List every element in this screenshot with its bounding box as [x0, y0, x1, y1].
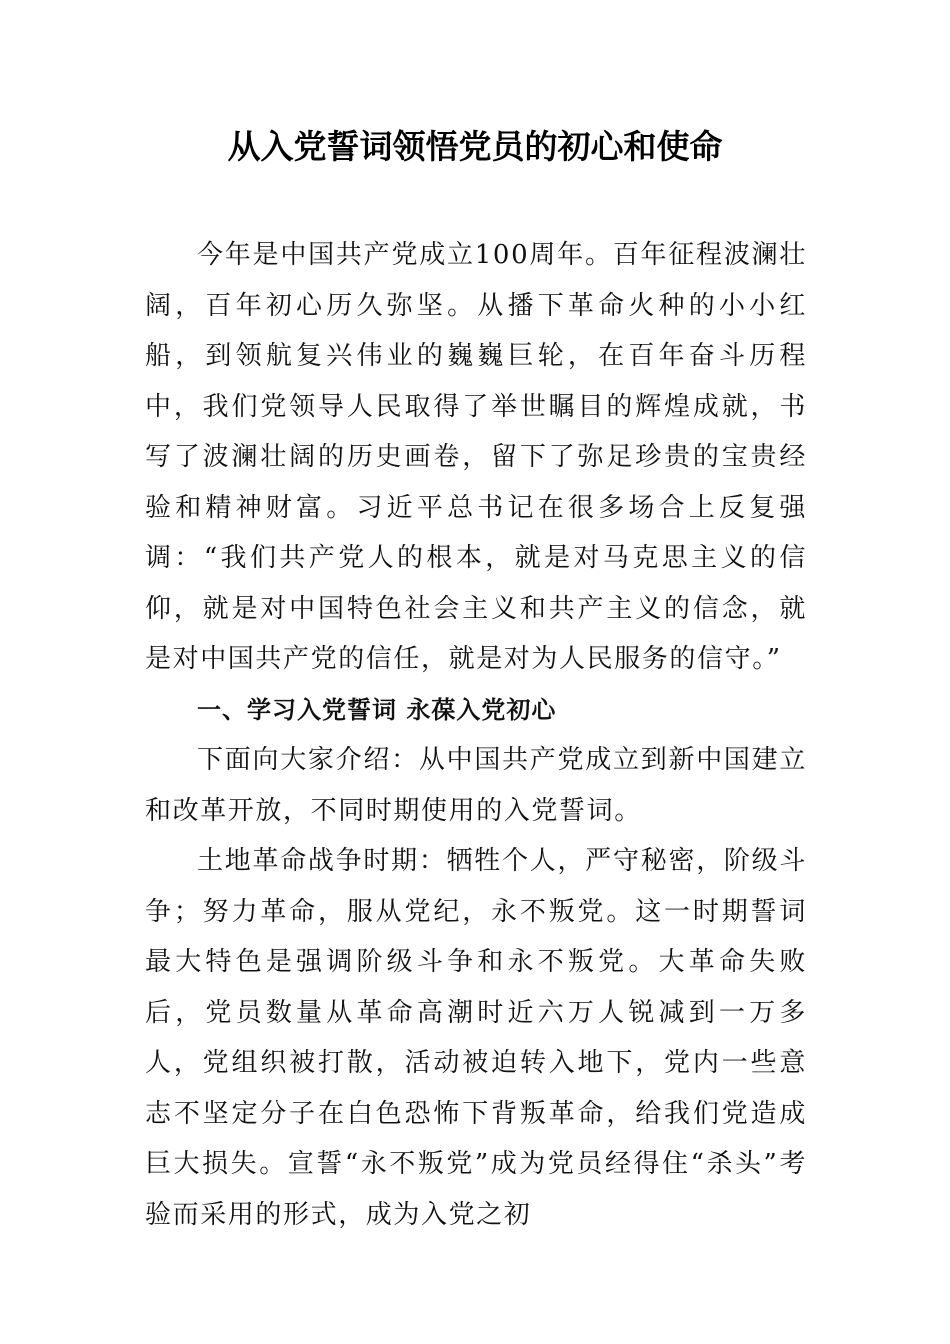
section-heading: 一、学习入党誓词 永葆入党初心 — [197, 695, 557, 724]
paragraph-introduction: 下面向大家介绍：从中国共产党成立到新中国建立和改革开放，不同时期使用的入党誓词。 — [145, 745, 807, 826]
document-title: 从入党誓词领悟党员的初心和使命 — [227, 127, 723, 166]
paragraph-land-revolution: 土地革命战争时期：牺牲个人，严守秘密，阶级斗争；努力革命，服从党纪，永不叛党。这一时期誓词最大特色是强调阶级斗争和永不叛党。大革命失败后，党员数量从革命高潮时近六万人锐减到一万多人，党组织被打散，活动被迫转入地下，党内一些意志不坚定分子在白色恐怖下背叛革命，给我们党造成巨大损失。宣誓“永不叛党”成为党员经得住“杀头”考验而采用的形式，成为入党之初 — [145, 846, 807, 1230]
paragraph-intro: 今年是中国共产党成立100周年。百年征程波澜壮阔，百年初心历久弥坚。从播下革命火种的小小红船，到领航复兴伟业的巍巍巨轮，在百年奋斗历程中，我们党领导人民取得了举世瞩目的辉煌成就，书写了波澜壮阔的历史画卷，留下了弥足珍贵的宝贵经验和精神财富。习近平总书记在很多场合上反复强调：“我们共产党人的根本，就是对马克思主义的信仰，就是对中国特色社会主义和共产主义的信念，就是对中国共产党的信任，就是对为人民服务的信守。” — [145, 240, 807, 674]
document-body — [145, 230, 807, 1240]
